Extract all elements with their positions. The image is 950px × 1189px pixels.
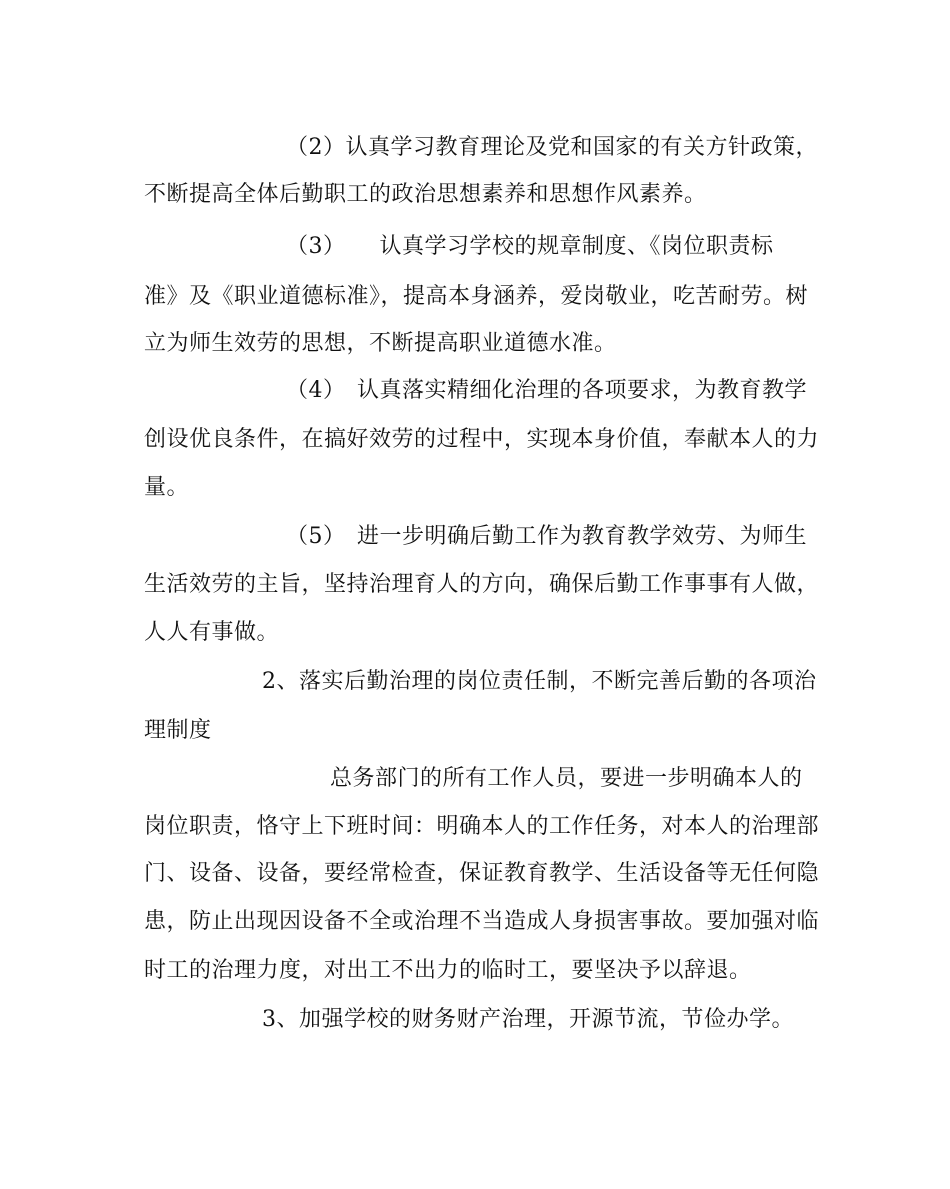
paragraph-line: （2）认真学习教育理论及党和国家的有关方针政策， bbox=[286, 135, 818, 160]
paragraph-line: 准》及《职业道德标准》，提高本身涵养，爱岗敬业，吃苦耐劳。树 bbox=[144, 284, 809, 309]
paragraph-line: 量。 bbox=[144, 475, 190, 500]
paragraph-line: 岗位职责，恪守上下班时间：明确本人的工作任务，对本人的治理部 bbox=[144, 814, 820, 839]
paragraph-line: （4） 认真落实精细化治理的各项要求，为教育教学 bbox=[286, 378, 807, 403]
section-heading-line: 2、落实后勤治理的岗位责任制，不断完善后勤的各项治 bbox=[262, 669, 817, 694]
section-heading-line: 3、加强学校的财务财产治理，开源节流，节俭办学。 bbox=[262, 1007, 794, 1032]
paragraph-line: 生活效劳的主旨，坚持治理育人的方向，确保后勤工作事事有人做， bbox=[144, 572, 820, 597]
paragraph-line: 立为师生效劳的思想，不断提高职业道德水准。 bbox=[144, 331, 617, 356]
paragraph-line: 总务部门的所有工作人员，要进一步明确本人的 bbox=[330, 766, 803, 791]
paragraph-line: （5） 进一步明确后勤工作为教育教学效劳、为师生 bbox=[286, 524, 807, 549]
paragraph-line: 不断提高全体后勤职工的政治思想素养和思想作风素养。 bbox=[144, 182, 707, 207]
paragraph-line: 人人有事做。 bbox=[144, 620, 280, 645]
section-heading-line: 理制度 bbox=[144, 718, 212, 743]
paragraph-line: 时工的治理力度，对出工不出力的临时工，要坚决予以辞退。 bbox=[144, 958, 752, 983]
paragraph-line: 患，防止出现因设备不全或治理不当造成人身损害事故。要加强对临 bbox=[144, 909, 820, 934]
paragraph-line: 创设优良条件，在搞好效劳的过程中，实现本身价值，奉献本人的力 bbox=[144, 427, 820, 452]
paragraph-line: （3） 认真学习学校的规章制度、《岗位职责标 bbox=[286, 234, 774, 259]
paragraph-line: 门、设备、设备，要经常检查，保证教育教学、生活设备等无任何隐 bbox=[144, 861, 820, 886]
